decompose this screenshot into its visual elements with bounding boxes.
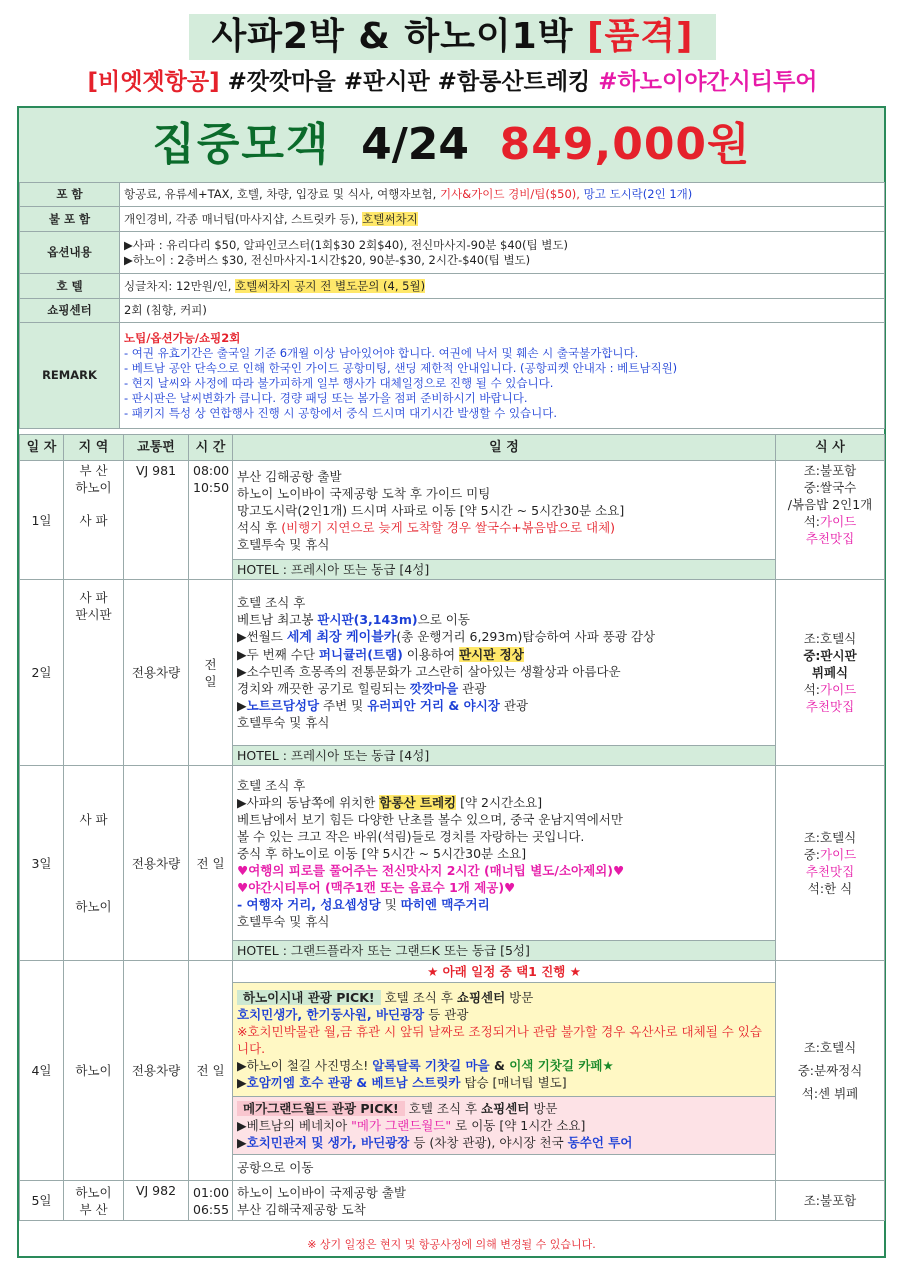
title-main: 사파2박 & 하노이1박: [211, 16, 574, 57]
day2-label: 2일: [20, 580, 64, 766]
day4-option-a: 하노이시내 관광 PICK! 호텔 조식 후 쇼핑센터 방문 호치민생가, 한기둥사원, 바딘광장 등 관광 ※호치민박물관 월,금 휴관 시 앞뒤 날짜로 조정되거나 관람 불가할 경우 옥산사로 대체될 수 있습니다. ▶하노이 철길 사진명소! 알록달록 기찻길 마을 & 이색 기찻길 카페★ ▶호암끼엠 호수 관광 & 베트남 스트릿카 탑승 [매너팁 별도]: [20, 983, 885, 1097]
exclude-label: 불 포 함: [20, 207, 120, 232]
day4-time: 전 일: [189, 961, 233, 1181]
brochure-panel: [17, 106, 886, 1258]
title-wrap: [0, 14, 905, 60]
include-label: 포 함: [20, 183, 120, 207]
header-time: 시 간: [189, 435, 233, 461]
page-title: [189, 14, 715, 60]
promo-banner: [19, 108, 884, 182]
day5-itinerary: 하노이 노이바이 국제공항 출발 부산 김해국제공항 도착: [233, 1181, 776, 1221]
day1-label: 1일: [20, 461, 64, 580]
title-grade: [품격]: [587, 16, 694, 57]
info-table: [19, 182, 885, 429]
shop-label: 쇼핑센터: [20, 299, 120, 323]
hotel-label: 호 텔: [20, 274, 120, 299]
remark-label: REMARK: [20, 323, 120, 429]
day1-itinerary: 부산 김해공항 출발 하노이 노이바이 국제공항 도착 후 가이드 미팅 망고도시락(2인1개) 드시며 사파로 이동 [약 5시간 ~ 5시간30분 소요] 석식 후 (비행기 지연으로 늦게 도착할 경우 쌀국수+볶음밥으로 대체) 호텔투숙 및 휴식: [233, 461, 776, 560]
day2-row: [20, 580, 885, 746]
day2-region: 사 파 판시판: [64, 580, 124, 766]
day4-meal: 조:호텔식 중:분짜정식 석:센 뷔페: [776, 961, 885, 1181]
option-value: ▶사파 : 유리다리 $50, 알파인코스터(1회$30 2회$40), 전신마사지-90분 $40(팁 별도) ▶하노이 : 2층버스 $30, 전신마사지-1시간$20, 90분-$30, 2시간-$40(팁 별도): [120, 232, 885, 274]
footer-note: ※ 상기 일정은 현지 및 항공사정에 의해 변경될 수 있습니다.: [307, 1238, 596, 1251]
day2-transport: 전용차량: [124, 580, 189, 766]
day4-row: [20, 961, 885, 983]
day4-transport: 전용차량: [124, 961, 189, 1181]
subtitle-night-tour: #하노이야간시티투어: [598, 69, 818, 95]
day1-meal: 조:불포함 중:쌀국수 /볶음밥 2인1개 석:가이드 추천맛집: [776, 461, 885, 580]
day4-label: 4일: [20, 961, 64, 1181]
day3-meal: 조:호텔식 중:가이드 추천맛집 석:한 식: [776, 766, 885, 961]
header-transport: 교통편: [124, 435, 189, 461]
remark-row: [20, 323, 885, 429]
day3-time: 전 일: [189, 766, 233, 961]
day1-time: 08:00 10:50: [189, 461, 233, 580]
shop-value: 2회 (침향, 커피): [120, 299, 885, 323]
exclude-row: [20, 207, 885, 232]
day1-transport: VJ 981: [124, 461, 189, 580]
day3-region: 사 파 하노이: [64, 766, 124, 961]
day5-meal: 조:불포함: [776, 1181, 885, 1221]
exclude-value: 개인경비, 각종 매너팁(마사지샵, 스트릿카 등), 호텔써차지: [120, 207, 885, 232]
option-row: [20, 232, 885, 274]
header-day: 일 자: [20, 435, 64, 461]
day5-row: [20, 1181, 885, 1221]
day4-option-b: 메가그랜드월드 관광 PICK! 호텔 조식 후 쇼핑센터 방문 ▶베트남의 베네치아 "메가 그랜드월드" 로 이동 [약 1시간 소요] ▶호치민관저 및 생가, 바딘광장 등 (차창 관광), 야시장 천국 동쑤언 투어: [20, 1097, 885, 1155]
day2-hotel: HOTEL : 프레시아 또는 동급 [4성]: [20, 746, 885, 766]
hotel-row: [20, 274, 885, 299]
day3-label: 3일: [20, 766, 64, 961]
day5-label: 5일: [20, 1181, 64, 1221]
day4-pick-notice: ★ 아래 일정 중 택1 진행 ★: [233, 961, 776, 983]
include-value: 항공료, 유류세+TAX, 호텔, 차량, 입장료 및 식사, 여행자보험, 기사&가이드 경비/팁($50), 망고 도시락(2인 1개): [120, 183, 885, 207]
shop-row: [20, 299, 885, 323]
day4-region: 하노이: [64, 961, 124, 1181]
promo-price: 849,000원: [499, 119, 751, 170]
schedule-table: [19, 434, 885, 1221]
day5-time: 01:00 06:55: [189, 1181, 233, 1221]
day3-itinerary: 호텔 조식 후 ▶사파의 동남쪽에 위치한 함롱산 트레킹 [약 2시간소요] 베트남에서 보기 힘든 다양한 난초를 볼수 있으며, 중국 운남지역에서만 볼 수 있는 크고 작은 바위(석림)들로 경치를 자랑하는 곳입니다. 중식 후 하노이로 이동 [약 5시간 ~ 5시간30분 소요] ♥여행의 피로를 풀어주는 전신맛사지 2시간 (매너팁 별도/소아제외)♥ ♥야간시티투어 (맥주1캔 또는 음료수 1개 제공)♥ - 여행자 거리, 성요셉성당 및 따히엔 맥주거리 호텔투숙 및 휴식: [233, 766, 776, 941]
day3-row: [20, 766, 885, 941]
remark-value: 노팁/옵션가능/쇼핑2회 - 여권 유효기간은 출국일 기준 6개월 이상 남아있어야 합니다. 여권에 낙서 및 훼손 시 출국불가합니다. - 베트남 공안 단속으로 인해 한국인 가이드 공항미팅, 샌딩 제한적 안내입니다. (공항피켓 안내자 : 베트남직원) - 현지 날씨와 사정에 따라 불가피하게 일부 행사가 대체일정으로 진행 될 수 있습니다. - 판시판은 날씨변화가 큽니다. 경량 패딩 또는 봄가을 점퍼 준비하시기 바랍니다. - 패키지 특성 상 연합행사 진행 시 공항에서 중식 드시며 대기시간 발생할 수 있습니다.: [120, 323, 885, 429]
day2-time: 전 일: [189, 580, 233, 766]
day3-hotel: HOTEL : 그랜드플라자 또는 그랜드K 또는 동급 [5성]: [20, 941, 885, 961]
include-row: [20, 183, 885, 207]
day1-hotel: HOTEL : 프레시아 또는 동급 [4성]: [20, 560, 885, 580]
subtitle: [0, 66, 905, 98]
day1-row: [20, 461, 885, 560]
day2-itinerary: 호텔 조식 후 베트남 최고봉 판시판(3,143m)으로 이동 ▶썬월드 세계 최장 케이블카(총 운행거리 6,293m)탑승하여 사파 풍광 감상 ▶두 번째 수단 퍼니큘러(트램) 이용하여 판시판 정상 ▶소수민족 흐몽족의 전통문화가 고스란히 살아있는 생활상과 아름다운 경치와 깨끗한 공기로 힐링되는 깟깟마을 관광 ▶노트르담성당 주변 및 유러피안 거리 & 야시장 관광 호텔투숙 및 휴식: [233, 580, 776, 746]
subtitle-tags: #깟깟마을 #판시판 #함롱산트레킹: [219, 69, 599, 95]
day5-transport: VJ 982: [124, 1181, 189, 1221]
day1-region: 부 산 하노이 사 파: [64, 461, 124, 580]
schedule-header: [20, 435, 885, 461]
day3-transport: 전용차량: [124, 766, 189, 961]
hotel-value: 싱글차지: 12만원/인, 호텔써차지 공지 전 별도문의 (4, 5월): [120, 274, 885, 299]
header-meal: 식 사: [776, 435, 885, 461]
header-region: 지 역: [64, 435, 124, 461]
promo-label: 집중모객: [152, 119, 331, 170]
subtitle-airline: [비엣젯항공]: [87, 69, 220, 95]
day5-region: 하노이 부 산: [64, 1181, 124, 1221]
promo-date: 4/24: [361, 119, 469, 170]
day4-end: 공항으로 이동: [20, 1155, 885, 1181]
day2-meal: 조:호텔식 중:판시판 뷔페식 석:가이드 추천맛집: [776, 580, 885, 766]
header-itinerary: 일 정: [233, 435, 776, 461]
option-label: 옵션내용: [20, 232, 120, 274]
